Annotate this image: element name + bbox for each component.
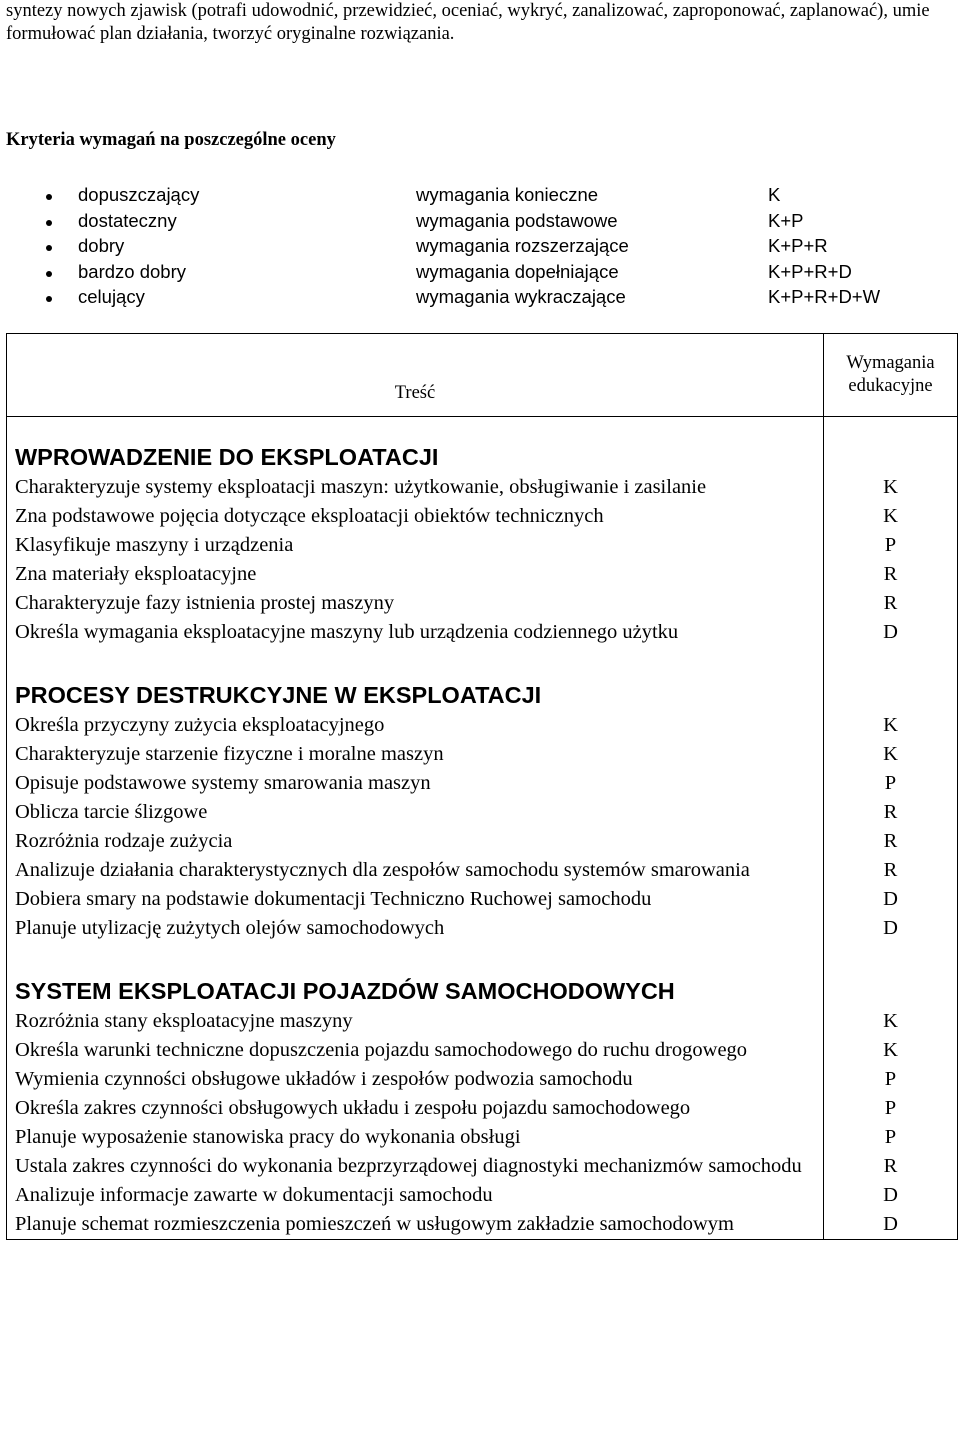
requirement-item: Określa wymagania eksploatacyjne maszyny lub urządzenia codziennego użytku xyxy=(15,621,679,643)
spacer xyxy=(824,681,957,709)
grade-level-item xyxy=(0,286,960,312)
requirement-item: Wymienia czynności obsługowe układów i zespołów podwozia samochodu xyxy=(15,1068,633,1090)
content-column xyxy=(7,417,824,1240)
requirement-item: Zna materiały eksploatacyjne xyxy=(15,563,257,585)
spacer xyxy=(824,443,957,471)
section-items xyxy=(7,473,823,647)
intro-paragraph: syntezy nowych zjawisk (potrafi udowodnić, przewidzieć, oceniać, wykryć, zanalizować, zaproponować, zaplanować), umie formułować plan działania, tworzyć oryginalne rozwiązania. xyxy=(6,1,930,44)
section-title: SYSTEM EKSPLOATACJI POJAZDÓW SAMOCHODOWYCH xyxy=(15,978,675,1004)
grade-requirement: wymagania wykraczające xyxy=(416,286,626,307)
bullet-icon xyxy=(46,194,52,200)
requirement-item: Opisuje podstawowe systemy smarowania maszyn xyxy=(15,772,431,794)
requirement-code: P xyxy=(884,772,897,794)
table-header-row xyxy=(7,334,958,417)
requirement-code: K xyxy=(883,476,898,498)
grade-name: dostateczny xyxy=(78,209,177,231)
header-content: Treść xyxy=(7,334,824,417)
requirement-code: D xyxy=(883,917,898,939)
section-title: PROCESY DESTRUKCYJNE W EKSPLOATACJI xyxy=(15,682,542,708)
requirement-item: Zna podstawowe pojęcia dotyczące eksploatacji obiektów technicznych xyxy=(15,505,604,527)
requirement-item: Rozróżnia rodzaje zużycia xyxy=(15,830,233,852)
section-items xyxy=(7,1007,823,1239)
section-codes xyxy=(824,1007,957,1239)
requirement-code: K xyxy=(883,505,898,527)
table-body-row xyxy=(7,417,958,1240)
requirement-item: Rozróżnia stany eksploatacyjne maszyny xyxy=(15,1010,353,1032)
spacer xyxy=(824,647,957,681)
requirement-code: K xyxy=(883,743,898,765)
requirement-item: Planuje wyposażenie stanowiska pracy do wykonania obsługi xyxy=(15,1126,521,1148)
section-title: WPROWADZENIE DO EKSPLOATACJI xyxy=(15,444,439,470)
requirement-item: Określa przyczyny zużycia eksploatacyjnego xyxy=(15,714,385,736)
requirement-item: Charakteryzuje fazy istnienia prostej maszyny xyxy=(15,592,395,614)
grade-name: dopuszczający xyxy=(78,184,200,205)
section-codes xyxy=(824,473,957,647)
grade-requirement: wymagania konieczne xyxy=(416,184,599,205)
criteria-heading: Kryteria wymagań na poszczególne oceny xyxy=(6,130,336,150)
requirement-item: Określa warunki techniczne dopuszczenia pojazdu samochodowego do ruchu drogowego xyxy=(15,1039,748,1061)
requirement-item: Ustala zakres czynności do wykonania bezprzyrządowej diagnostyki mechanizmów samochodu xyxy=(15,1155,802,1177)
grade-level-item xyxy=(0,235,960,261)
requirements-column xyxy=(824,417,958,1240)
spacer xyxy=(824,977,957,1005)
requirement-code: K xyxy=(883,1010,898,1032)
grade-requirement: wymagania dopełniające xyxy=(416,260,619,282)
requirement-item: Klasyfikuje maszyny i urządzenia xyxy=(15,534,294,556)
grade-level-item xyxy=(0,184,960,210)
grade-level-item xyxy=(0,261,960,287)
requirement-code: R xyxy=(883,1155,898,1177)
grade-code: K+P+R+D+W xyxy=(768,286,881,307)
requirement-code: P xyxy=(884,534,897,556)
spacer xyxy=(7,943,823,977)
grade-name: celujący xyxy=(78,286,145,307)
bullet-icon xyxy=(46,296,52,302)
grade-requirement: wymagania podstawowe xyxy=(416,209,618,231)
requirement-code: R xyxy=(883,801,898,823)
section-codes xyxy=(824,711,957,943)
requirement-code: K xyxy=(883,1039,898,1061)
requirement-item: Planuje schemat rozmieszczenia pomieszczeń w usługowym zakładzie samochodowym xyxy=(15,1213,734,1235)
spacer xyxy=(7,417,823,443)
requirement-item: Analizuje działania charakterystycznych dla zespołów samochodu systemów smarowania xyxy=(15,859,750,881)
requirement-item: Określa zakres czynności obsługowych układu i zespołu pojazdu samochodowego xyxy=(15,1097,691,1119)
requirement-item: Oblicza tarcie ślizgowe xyxy=(15,801,208,823)
requirement-code: K xyxy=(883,714,898,736)
requirement-item: Planuje utylizację zużytych olejów samochodowych xyxy=(15,917,445,939)
spacer xyxy=(824,943,957,977)
grade-requirement: wymagania rozszerzające xyxy=(416,235,629,256)
bullet-icon xyxy=(46,220,52,226)
bullet-icon xyxy=(46,271,52,277)
requirement-code: P xyxy=(884,1097,897,1119)
requirement-code: D xyxy=(883,621,898,643)
requirement-code: D xyxy=(883,1184,898,1206)
requirement-code: R xyxy=(883,563,898,585)
spacer xyxy=(824,417,957,443)
grade-name: dobry xyxy=(78,235,125,256)
requirement-code: D xyxy=(883,1213,898,1235)
requirement-code: R xyxy=(883,830,898,852)
grade-name: bardzo dobry xyxy=(78,260,186,282)
requirement-code: P xyxy=(884,1068,897,1090)
bullet-icon xyxy=(46,245,52,251)
requirement-item: Dobiera smary na podstawie dokumentacji Techniczno Ruchowej samochodu xyxy=(15,888,652,910)
requirement-code: D xyxy=(883,888,898,910)
requirement-code: R xyxy=(883,592,898,614)
requirement-code: P xyxy=(884,1126,897,1148)
requirements-table xyxy=(6,333,958,1240)
grade-levels-list xyxy=(0,184,960,312)
grade-level-item xyxy=(0,210,960,236)
section-items xyxy=(7,711,823,943)
requirement-item: Charakteryzuje systemy eksploatacji maszyn: użytkowanie, obsługiwanie i zasilanie xyxy=(15,476,707,498)
grade-code: K+P xyxy=(768,209,804,231)
requirement-item: Charakteryzuje starzenie fizyczne i moralne maszyn xyxy=(15,743,444,765)
requirement-code: R xyxy=(883,859,898,881)
spacer xyxy=(7,647,823,681)
requirement-item: Analizuje informacje zawarte w dokumentacji samochodu xyxy=(15,1184,493,1206)
header-requirements: Wymagania edukacyjne xyxy=(824,334,958,417)
grade-code: K xyxy=(768,184,781,205)
grade-code: K+P+R+D xyxy=(768,260,852,282)
grade-code: K+P+R xyxy=(768,235,828,256)
